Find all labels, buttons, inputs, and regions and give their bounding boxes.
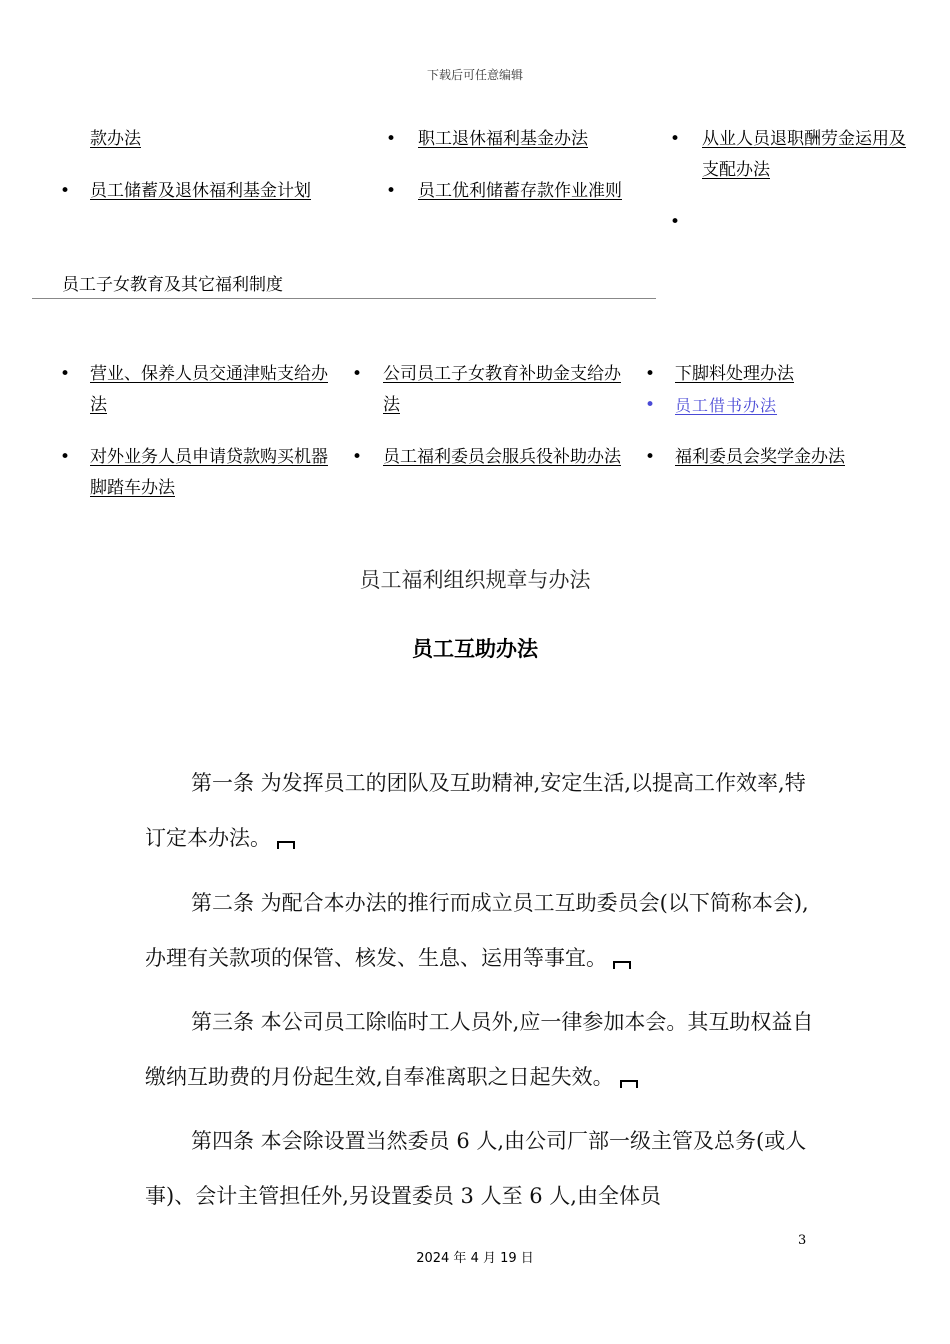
bullet-glyph: • (60, 181, 71, 201)
bullet-glyph: • (386, 181, 397, 201)
article-title: 员工互助办法 (412, 637, 538, 661)
footer-date: 2024 年 4 月 19 日 (416, 1251, 534, 1266)
link-motorcycle-loan[interactable]: 对外业务人员申请贷款购买机器脚踏车办法 (90, 447, 328, 498)
link-deposit-continued[interactable]: 款办法 (90, 129, 141, 149)
paragraph-article-3: 第三条 本公司员工除临时工人员外,应一律参加本会。其互助权益自缴纳互助费的月份起生效,自奉准离职之日起失效。 (145, 1010, 814, 1089)
link-scrap-handling[interactable]: 下脚料处理办法 (675, 364, 794, 384)
bullet-glyph: • (60, 447, 71, 467)
paragraph-article-2: 第二条 为配合本办法的推行而成立员工互助委员会(以下简称本会),办理有关款项的保管、核发、生息、运用等事宜。 (145, 891, 809, 970)
link-scholarship[interactable]: 福利委员会奖学金办法 (675, 447, 845, 467)
bullet-glyph: • (670, 212, 681, 232)
bullet-glyph: • (645, 364, 656, 384)
link-retirement-fund[interactable]: 职工退休福利基金办法 (418, 129, 588, 149)
link-preferential-savings[interactable]: 员工优利储蓄存款作业准则 (418, 181, 622, 201)
paragraph-end-mark (277, 841, 295, 849)
paragraph-article-4: 第四条 本会除设置当然委员 6 人,由公司厂部一级主管及总务(或人事)、会计主管担任外,另设置委员 3 人至 6 人,由全体员 (145, 1129, 807, 1208)
bullet-glyph: • (386, 129, 397, 149)
paragraph-end-mark (613, 961, 631, 969)
document-heading: 员工福利组织规章与办法 (359, 568, 591, 592)
link-severance-fund[interactable]: 从业人员退职酬劳金运用及支配办法 (702, 129, 906, 180)
link-book-lending[interactable]: 员工借书办法 (675, 396, 778, 415)
section-divider (32, 298, 656, 299)
link-education-subsidy[interactable]: 公司员工子女教育补助金支给办法 (383, 364, 621, 415)
bullet-glyph: • (352, 364, 363, 384)
bullet-glyph: • (352, 447, 363, 467)
link-transport-allowance[interactable]: 营业、保养人员交通津贴支给办法 (90, 364, 328, 415)
bullet-glyph: • (645, 395, 656, 415)
paragraph-article-1: 第一条 为发挥员工的团队及互助精神,安定生活,以提高工作效率,特订定本办法。 (145, 771, 806, 850)
page-number: 3 (798, 1233, 807, 1248)
bullet-glyph: • (645, 447, 656, 467)
header-note: 下载后可任意编辑 (426, 68, 523, 82)
bullet-glyph: • (670, 129, 681, 149)
section-title: 员工子女教育及其它福利制度 (62, 275, 283, 295)
link-military-service-subsidy[interactable]: 员工福利委员会服兵役补助办法 (383, 447, 621, 467)
paragraph-end-mark (620, 1080, 638, 1088)
bullet-glyph: • (60, 364, 71, 384)
link-savings-plan[interactable]: 员工储蓄及退休福利基金计划 (90, 181, 311, 201)
